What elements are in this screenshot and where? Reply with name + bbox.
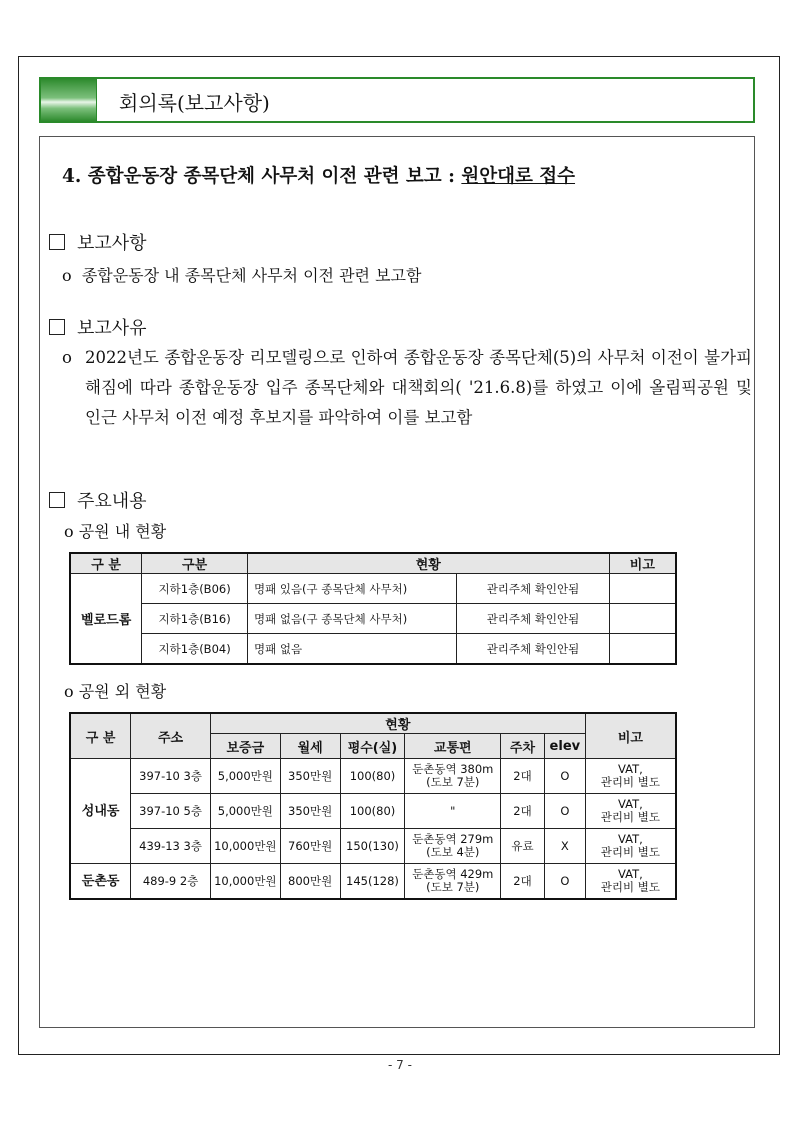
bullet-mark: o (62, 348, 72, 367)
status-cell: 명패 없음(구 종목단체 사무처) (247, 604, 456, 634)
area-cell: 150(130) (340, 829, 405, 864)
table-header: 보증금 (210, 734, 280, 759)
transport-cell (405, 759, 501, 794)
transport-cell (405, 829, 501, 864)
elev-cell: O (544, 794, 585, 829)
table-row (70, 864, 676, 900)
parking-cell: 2대 (501, 794, 545, 829)
table-header: 구 분 (70, 553, 142, 574)
note-cell (609, 634, 676, 665)
note-cell (585, 759, 676, 794)
group-cell: 둔촌동 (70, 864, 131, 900)
address-cell: 439-13 3층 (131, 829, 211, 864)
table-header: 교통편 (405, 734, 501, 759)
report-reason-text: 2022년도 종합운동장 리모델링으로 인하여 종합운동장 종목단체(5)의 사무처 이전이 불가피해짐에 따라 종합운동장 입주 종목단체와 대책회의( '21.6.8)를 하였고 이에 올림픽공원 및 인근 사무처 이전 예정 후보지를 파악하여 이를 보고함 (85, 348, 752, 427)
note-line: 관리비 별도 (600, 880, 660, 894)
subheading-out-park: o 공원 외 현황 (64, 682, 167, 701)
bullet-mark: o (62, 266, 72, 285)
table-header: 주차 (501, 734, 545, 759)
address-cell: 397-10 3층 (131, 759, 211, 794)
floor-cell: 지하1층(B04) (142, 634, 248, 665)
owner-cell: 관리주체 확인안됨 (457, 634, 609, 665)
table-header: 주소 (131, 713, 211, 759)
address-cell: 489-9 2층 (131, 864, 211, 900)
table-row (70, 604, 676, 634)
main-content-heading-label: 주요내용 (77, 491, 147, 512)
rent-cell: 350만원 (280, 759, 340, 794)
transport-line: (도보 7분) (426, 880, 480, 894)
report-reason-paragraph (62, 343, 752, 433)
page-number: - 7 - (388, 1058, 412, 1072)
elev-cell: O (544, 759, 585, 794)
status-cell: 명패 있음(구 종목단체 사무처) (247, 574, 456, 604)
note-line: 관리비 별도 (600, 775, 660, 789)
note-line: 관리비 별도 (600, 810, 660, 824)
table-header: 구 분 (70, 713, 131, 759)
note-line: VAT, (618, 832, 643, 846)
parking-cell: 2대 (501, 864, 545, 900)
table-header: elev (544, 734, 585, 759)
report-item-bullet (62, 263, 421, 286)
table-header: 현황 (210, 713, 585, 734)
area-cell: 145(128) (340, 864, 405, 900)
in-park-table (69, 552, 677, 665)
table-row (70, 759, 676, 794)
transport-cell (405, 864, 501, 900)
deposit-cell: 10,000만원 (210, 864, 280, 900)
elev-cell: X (544, 829, 585, 864)
deposit-cell: 5,000만원 (210, 794, 280, 829)
rent-cell: 350만원 (280, 794, 340, 829)
checkbox-square-icon (49, 234, 65, 250)
elev-cell: O (544, 864, 585, 900)
transport-line: " (450, 803, 456, 818)
table-header: 현황 (247, 553, 609, 574)
note-line: 관리비 별도 (600, 845, 660, 859)
status-cell: 명패 없음 (247, 634, 456, 665)
section-title-text: 4. 종합운동장 종목단체 사무처 이전 관련 보고 : (62, 166, 462, 187)
deposit-cell: 5,000만원 (210, 759, 280, 794)
table-header-row (70, 713, 676, 734)
header-banner (39, 77, 755, 123)
note-cell (585, 864, 676, 900)
checkbox-square-icon (49, 492, 65, 508)
table-header: 비고 (609, 553, 676, 574)
note-cell (609, 604, 676, 634)
transport-line: 둔촌동역 429m (412, 867, 494, 881)
group-cell: 벨로드롬 (70, 574, 142, 665)
report-item-text: 종합운동장 내 종목단체 사무처 이전 관련 보고함 (81, 266, 422, 285)
page-title: 회의록(보고사항) (119, 91, 270, 115)
table-header: 평수(실) (340, 734, 405, 759)
transport-line: (도보 7분) (426, 775, 480, 789)
main-content-heading (49, 487, 147, 513)
table-header: 구분 (142, 553, 248, 574)
out-park-table (69, 712, 677, 900)
floor-cell: 지하1층(B06) (142, 574, 248, 604)
section-title (62, 162, 575, 188)
subheading-in-park: o 공원 내 현황 (64, 522, 167, 541)
table-row (70, 794, 676, 829)
note-cell (609, 574, 676, 604)
parking-cell: 2대 (501, 759, 545, 794)
header-green-tab (41, 79, 96, 121)
table-row (70, 634, 676, 665)
area-cell: 100(80) (340, 794, 405, 829)
owner-cell: 관리주체 확인안됨 (457, 574, 609, 604)
section-result: 원안대로 접수 (461, 166, 576, 187)
note-cell (585, 794, 676, 829)
area-cell: 100(80) (340, 759, 405, 794)
table-header-row (70, 553, 676, 574)
table-row (70, 829, 676, 864)
transport-cell (405, 794, 501, 829)
group-cell: 성내동 (70, 759, 131, 864)
note-line: VAT, (618, 797, 643, 811)
header-separator (96, 79, 97, 121)
report-reason-heading (49, 314, 147, 340)
address-cell: 397-10 5층 (131, 794, 211, 829)
rent-cell: 760만원 (280, 829, 340, 864)
transport-line: 둔촌동역 380m (412, 762, 494, 776)
note-line: VAT, (618, 867, 643, 881)
table-header: 비고 (585, 713, 676, 759)
deposit-cell: 10,000만원 (210, 829, 280, 864)
report-item-heading-label: 보고사항 (77, 233, 147, 254)
transport-line: (도보 4분) (426, 845, 480, 859)
transport-line: 둔촌동역 279m (412, 832, 494, 846)
note-line: VAT, (618, 762, 643, 776)
owner-cell: 관리주체 확인안됨 (457, 604, 609, 634)
table-row (70, 574, 676, 604)
rent-cell: 800만원 (280, 864, 340, 900)
note-cell (585, 829, 676, 864)
checkbox-square-icon (49, 319, 65, 335)
report-item-heading (49, 229, 147, 255)
floor-cell: 지하1층(B16) (142, 604, 248, 634)
table-header: 월세 (280, 734, 340, 759)
parking-cell: 유료 (501, 829, 545, 864)
report-reason-heading-label: 보고사유 (77, 318, 147, 339)
